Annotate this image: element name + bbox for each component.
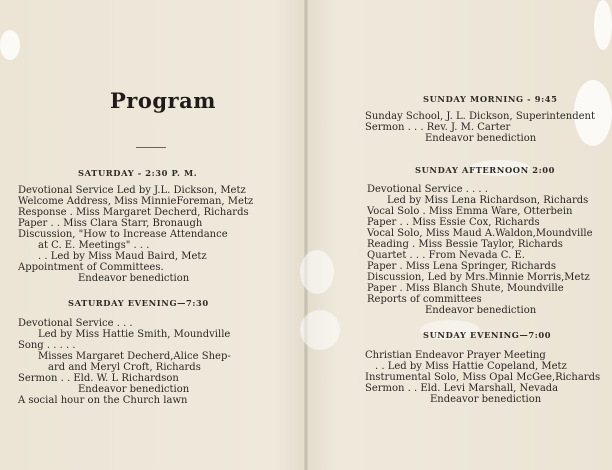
sat-eve-line-8: A social hour on the Church lawn [18, 395, 188, 406]
sunday-afternoon-heading: SUNDAY AFTERNOON 2:00 [415, 165, 556, 175]
sun-eve-line-5: Endeavor benediction [430, 394, 542, 405]
sat-pm-line-5: Discussion, "How to Increase Attendance [18, 229, 228, 240]
sat-eve-line-3: Song . . . . . [18, 340, 76, 351]
sun-pm-line-6: Reading . Miss Bessie Taylor, Richards [367, 239, 563, 250]
sun-pm-line-2: Led by Miss Lena Richardson, Richards [387, 195, 589, 206]
sat-pm-line-9: Endeavor benediction [78, 273, 190, 284]
left-page [18, 0, 288, 470]
sun-pm-line-10: Paper . Miss Blanch Shute, Moundville [367, 283, 564, 294]
sat-pm-line-6: at C. E. Meetings" . . . [38, 240, 150, 251]
sat-pm-line-4: Paper . . Miss Clara Starr, Bronaugh [18, 218, 203, 229]
saturday-evening-heading: SATURDAY EVENING—7:30 [68, 298, 209, 308]
sun-eve-line-3: Instrumental Solo, Miss Opal McGee,Richards [365, 372, 601, 383]
sunday-evening-heading: SUNDAY EVENING—7:00 [423, 330, 552, 340]
title-rule [136, 147, 166, 148]
center-fold [304, 0, 308, 470]
paper-stain-center-lower [300, 310, 340, 350]
sat-pm-line-8: Appointment of Committees. [18, 262, 164, 273]
paper-tear-left [0, 30, 20, 60]
sat-pm-line-7: . . Led by Miss Maud Baird, Metz [38, 251, 207, 262]
saturday-afternoon-heading: SATURDAY - 2:30 P. M. [78, 168, 198, 178]
sun-pm-line-1: Devotional Service . . . . [367, 184, 488, 195]
sun-pm-line-9: Discussion, Led by Mrs.Minnie Morris,Metz [367, 272, 590, 283]
sun-eve-line-2: . . Led by Miss Hattie Copeland, Metz [375, 361, 567, 372]
sun-pm-line-5: Vocal Solo, Miss Maud A.Waldon,Moundville [367, 228, 593, 239]
sat-pm-line-1: Devotional Service Led by J.L. Dickson, Metz [18, 185, 246, 196]
sat-eve-line-2: Led by Miss Hattie Smith, Moundville [38, 329, 231, 340]
paper-stain-center [300, 250, 334, 294]
paper-tear-top-right [594, 0, 612, 50]
sun-pm-line-3: Vocal Solo . Miss Emma Ware, Otterbein [367, 206, 573, 217]
sat-eve-line-7: Endeavor benediction [78, 384, 190, 395]
sun-pm-line-12: Endeavor benediction [425, 305, 537, 316]
sat-eve-line-5: ard and Meryl Croft, Richards [48, 362, 201, 373]
sat-eve-line-6: Sermon . . Eld. W. L Richardson [18, 373, 179, 384]
sun-am-line-3: Endeavor benediction [425, 133, 537, 144]
sat-eve-line-4: Misses Margaret Decherd,Alice Shep- [38, 351, 231, 362]
sun-pm-line-8: Paper . Miss Lena Springer, Richards [367, 261, 556, 272]
sun-am-line-2: Sermon . . . Rev. J. M. Carter [365, 122, 511, 133]
sat-eve-line-1: Devotional Service . . . [18, 318, 133, 329]
sun-eve-line-1: Christian Endeavor Prayer Meeting [365, 350, 546, 361]
sun-eve-line-4: Sermon . . Eld. Levi Marshall, Nevada [365, 383, 559, 394]
program-title: Program [110, 88, 216, 113]
sun-pm-line-7: Quartet . . . From Nevada C. E. [367, 250, 525, 261]
sat-pm-line-3: Response . Miss Margaret Decherd, Richards [18, 207, 249, 218]
sun-pm-line-4: Paper . . Miss Essie Cox, Richards [367, 217, 540, 228]
sun-am-line-1: Sunday School, J. L. Dickson, Superintendent [365, 111, 596, 122]
sat-pm-line-2: Welcome Address, Miss MinnieForeman, Metz [18, 196, 254, 207]
right-page [365, 0, 601, 470]
sunday-morning-heading: SUNDAY MORNING - 9:45 [423, 94, 558, 104]
sun-pm-line-11: Reports of committees [367, 294, 482, 305]
